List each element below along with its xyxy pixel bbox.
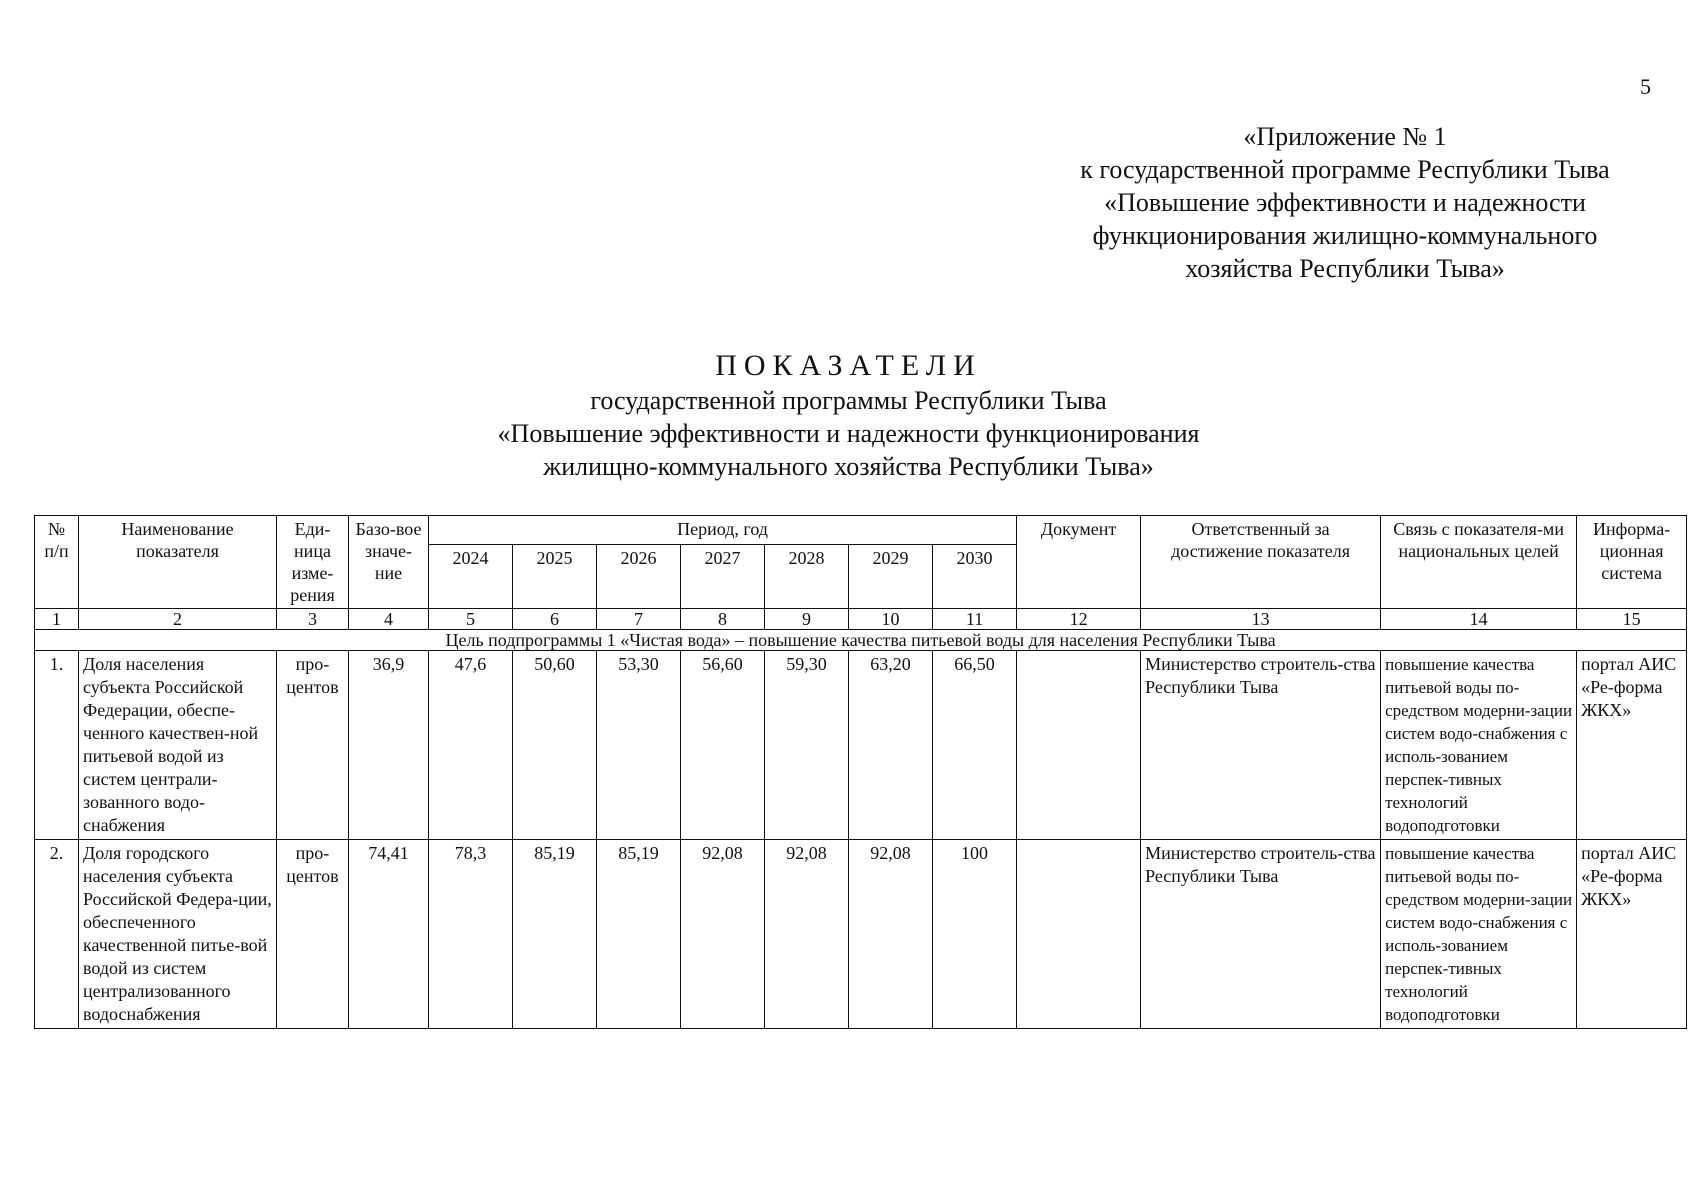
row-value: 85,19 [597,840,681,1029]
row-num: 1. [35,651,79,840]
row-value: 66,50 [933,651,1017,840]
row-value: 92,08 [765,840,849,1029]
row-responsible: Министерство строитель-ства Республики Тыва [1141,840,1381,1029]
row-document [1017,651,1141,840]
column-number: 12 [1017,609,1141,630]
column-number: 2 [79,609,277,630]
row-value: 78,3 [429,840,513,1029]
row-name: Доля населения субъекта Российской Федерации, обеспе-ченного качествен-ной питьевой водой из систем централи-зованного водо-снабжения [79,651,277,840]
header-responsible: Ответственный за достижение показателя [1141,516,1381,609]
row-name: Доля городского населения субъекта Российской Федера-ции, обеспеченного качественной питье-вой водой из систем централизованного водоснабжения [79,840,277,1029]
row-value: 47,6 [429,651,513,840]
column-number: 7 [597,609,681,630]
table-row [35,651,1687,840]
header-base: Базо-вое значе-ние [349,516,429,609]
appendix-block [1040,120,1650,285]
header-year: 2026 [597,545,681,609]
row-unit: про-центов [277,840,349,1029]
header-year: 2030 [933,545,1017,609]
column-number: 4 [349,609,429,630]
row-value: 92,08 [681,840,765,1029]
row-base: 74,41 [349,840,429,1029]
row-value: 59,30 [765,651,849,840]
column-number: 14 [1381,609,1577,630]
column-number: 3 [277,609,349,630]
table-row [35,840,1687,1029]
column-number: 6 [513,609,597,630]
title-line: жилищно-коммунального хозяйства Республики Тыва» [543,452,1154,481]
column-number: 8 [681,609,765,630]
column-numbers-row [35,609,1687,630]
row-document [1017,840,1141,1029]
header-period: Период, год [429,516,1017,545]
page-number: 5 [1640,74,1651,99]
row-value: 63,20 [849,651,933,840]
column-number: 1 [35,609,79,630]
goal-row [35,630,1687,651]
goal-text: Цель подпрограммы 1 «Чистая вода» – повышение качества питьевой воды для населения Республики Тыва [35,630,1687,651]
header-info: Информа-ционная система [1577,516,1687,609]
header-year: 2027 [681,545,765,609]
row-info: портал АИС «Ре-форма ЖКХ» [1577,651,1687,840]
row-value: 85,19 [513,840,597,1029]
column-number: 11 [933,609,1017,630]
row-value: 100 [933,840,1017,1029]
column-number: 13 [1141,609,1381,630]
column-number: 15 [1577,609,1687,630]
header-num: № п/п [35,516,79,609]
appendix-line: к государственной программе Республики Тыва [1080,155,1610,184]
row-base: 36,9 [349,651,429,840]
header-unit: Еди-ница изме-рения [277,516,349,609]
row-value: 53,30 [597,651,681,840]
header-document: Документ [1017,516,1141,609]
header-year: 2029 [849,545,933,609]
row-value: 92,08 [849,840,933,1029]
header-link: Связь с показателя-ми национальных целей [1381,516,1577,609]
row-num: 2. [35,840,79,1029]
header-year: 2028 [765,545,849,609]
header-row [35,516,1687,545]
title-heading: ПОКАЗАТЕЛИ [715,349,982,382]
header-year: 2025 [513,545,597,609]
row-unit: про-центов [277,651,349,840]
row-responsible: Министерство строитель-ства Республики Тыва [1141,651,1381,840]
document-title [0,348,1697,483]
row-value: 56,60 [681,651,765,840]
column-number: 9 [765,609,849,630]
row-link: повышение качества питьевой воды по-средством модерни-зации систем водо-снабжения с исполь-зованием перспек-тивных технологий водоподготовки [1381,840,1577,1029]
appendix-line: хозяйства Республики Тыва» [1185,254,1505,283]
row-value: 50,60 [513,651,597,840]
title-line: «Повышение эффективности и надежности функционирования [497,419,1200,448]
title-line: государственной программы Республики Тыва [590,386,1107,415]
header-year: 2024 [429,545,513,609]
column-number: 10 [849,609,933,630]
appendix-line: «Повышение эффективности и надежности [1104,188,1586,217]
appendix-line: функционирования жилищно-коммунального [1092,221,1598,250]
indicators-table [34,515,1687,1029]
appendix-line: «Приложение № 1 [1243,122,1447,151]
column-number: 5 [429,609,513,630]
row-info: портал АИС «Ре-форма ЖКХ» [1577,840,1687,1029]
row-link: повышение качества питьевой воды по-средством модерни-зации систем водо-снабжения с исполь-зованием перспек-тивных технологий водоподготовки [1381,651,1577,840]
header-name: Наименование показателя [79,516,277,609]
